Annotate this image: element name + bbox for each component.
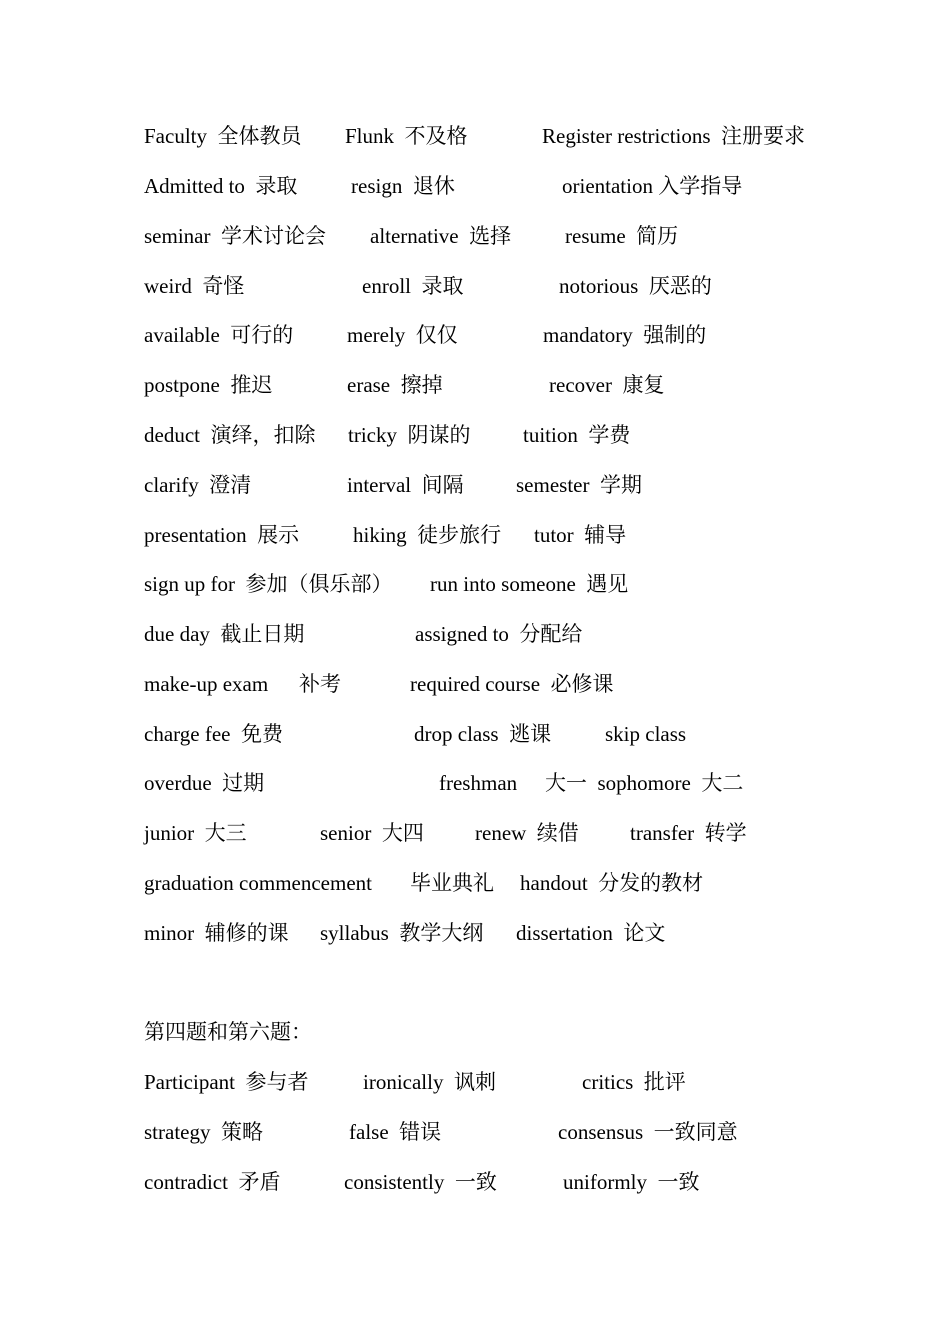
vocab-row <box>0 419 950 451</box>
vocab-row <box>0 519 950 551</box>
vocab-entry: tricky 阴谋的 <box>348 423 471 447</box>
vocab-entry: charge fee 免费 <box>144 722 283 746</box>
vocab-row <box>0 120 950 152</box>
vocab-entry: tutor 辅导 <box>534 523 627 547</box>
vocab-entry: 补考 <box>299 672 341 696</box>
vocab-row <box>0 170 950 202</box>
vocab-entry: assigned to 分配给 <box>415 622 583 646</box>
vocab-entry: notorious 厌恶的 <box>559 274 712 298</box>
vocab-entry: postpone 推迟 <box>144 373 273 397</box>
vocab-entry: false 错误 <box>349 1120 442 1144</box>
vocab-entry: 毕业典礼 <box>410 871 494 895</box>
vocab-entry: merely 仅仅 <box>347 323 458 347</box>
vocab-entry: due day 截止日期 <box>144 622 305 646</box>
vocab-row <box>0 767 950 799</box>
vocab-entry: available 可行的 <box>144 323 294 347</box>
vocab-row <box>0 270 950 302</box>
vocab-entry: uniformly 一致 <box>563 1170 700 1194</box>
vocab-row <box>0 369 950 401</box>
vocab-entry: freshman <box>439 771 518 795</box>
vocab-entry: junior 大三 <box>144 821 247 845</box>
vocab-entry: contradict 矛盾 <box>144 1170 281 1194</box>
vocab-entry: required course 必修课 <box>410 672 614 696</box>
vocab-entry: strategy 策略 <box>144 1120 263 1144</box>
vocab-entry: overdue 过期 <box>144 771 265 795</box>
vocab-entry: erase 擦掉 <box>347 373 443 397</box>
vocab-entry: sign up for 参加（俱乐部） <box>144 572 393 596</box>
vocab-entry: tuition 学费 <box>523 423 631 447</box>
vocab-entry: graduation commencement <box>144 871 372 895</box>
vocab-entry: interval 间隔 <box>347 473 464 497</box>
vocab-row <box>0 1166 950 1198</box>
vocab-entry: drop class 逃课 <box>414 722 552 746</box>
vocab-row <box>0 867 950 899</box>
vocab-row <box>0 469 950 501</box>
vocab-entry: renew 续借 <box>475 821 579 845</box>
vocab-entry: hiking 徒步旅行 <box>353 523 502 547</box>
vocab-entry: resume 简历 <box>565 224 679 248</box>
vocab-entry: transfer 转学 <box>630 821 747 845</box>
vocab-entry: weird 奇怪 <box>144 274 245 298</box>
vocab-entry: critics 批评 <box>582 1070 686 1094</box>
vocab-entry: resign 退休 <box>351 174 455 198</box>
vocab-entry: 大一 sophomore 大二 <box>545 771 744 795</box>
vocab-entry: recover 康复 <box>549 373 665 397</box>
vocab-row <box>0 817 950 849</box>
vocab-entry: consensus 一致同意 <box>558 1120 738 1144</box>
vocab-entry: dissertation 论文 <box>516 921 666 945</box>
vocab-row <box>0 917 950 949</box>
vocab-row <box>0 668 950 700</box>
vocab-entry: make-up exam <box>144 672 269 696</box>
vocab-entry: deduct 演绎，扣除 <box>144 423 316 447</box>
section-heading: 第四题和第六题： <box>144 1020 312 1044</box>
vocab-row <box>0 718 950 750</box>
vocab-entry: orientation 入学指导 <box>562 174 743 198</box>
vocab-entry: Faculty 全体教员 <box>144 124 302 148</box>
vocab-entry: presentation 展示 <box>144 523 300 547</box>
vocab-row <box>0 1066 950 1098</box>
vocab-entry: seminar 学术讨论会 <box>144 224 326 248</box>
vocab-entry: run into someone 遇见 <box>430 572 629 596</box>
vocab-row <box>0 220 950 252</box>
vocab-entry: ironically 讽刺 <box>363 1070 496 1094</box>
vocab-entry: mandatory 强制的 <box>543 323 707 347</box>
vocab-entry: senior 大四 <box>320 821 424 845</box>
vocab-entry: clarify 澄清 <box>144 473 252 497</box>
vocab-entry: Participant 参与者 <box>144 1070 309 1094</box>
vocab-row <box>0 568 950 600</box>
vocab-entry: skip class <box>605 722 687 746</box>
vocab-entry: semester 学期 <box>516 473 642 497</box>
vocab-entry: Register restrictions 注册要求 <box>542 124 806 148</box>
vocab-entry: Flunk 不及格 <box>345 124 468 148</box>
vocab-row <box>0 319 950 351</box>
vocab-entry: Admitted to 录取 <box>144 174 298 198</box>
vocab-entry: handout 分发的教材 <box>520 871 704 895</box>
vocab-entry: consistently 一致 <box>344 1170 497 1194</box>
vocab-entry: enroll 录取 <box>362 274 464 298</box>
vocab-row <box>0 1116 950 1148</box>
vocab-entry: minor 辅修的课 <box>144 921 289 945</box>
vocab-entry: syllabus 教学大纲 <box>320 921 484 945</box>
vocab-row <box>0 618 950 650</box>
vocab-entry: alternative 选择 <box>370 224 512 248</box>
